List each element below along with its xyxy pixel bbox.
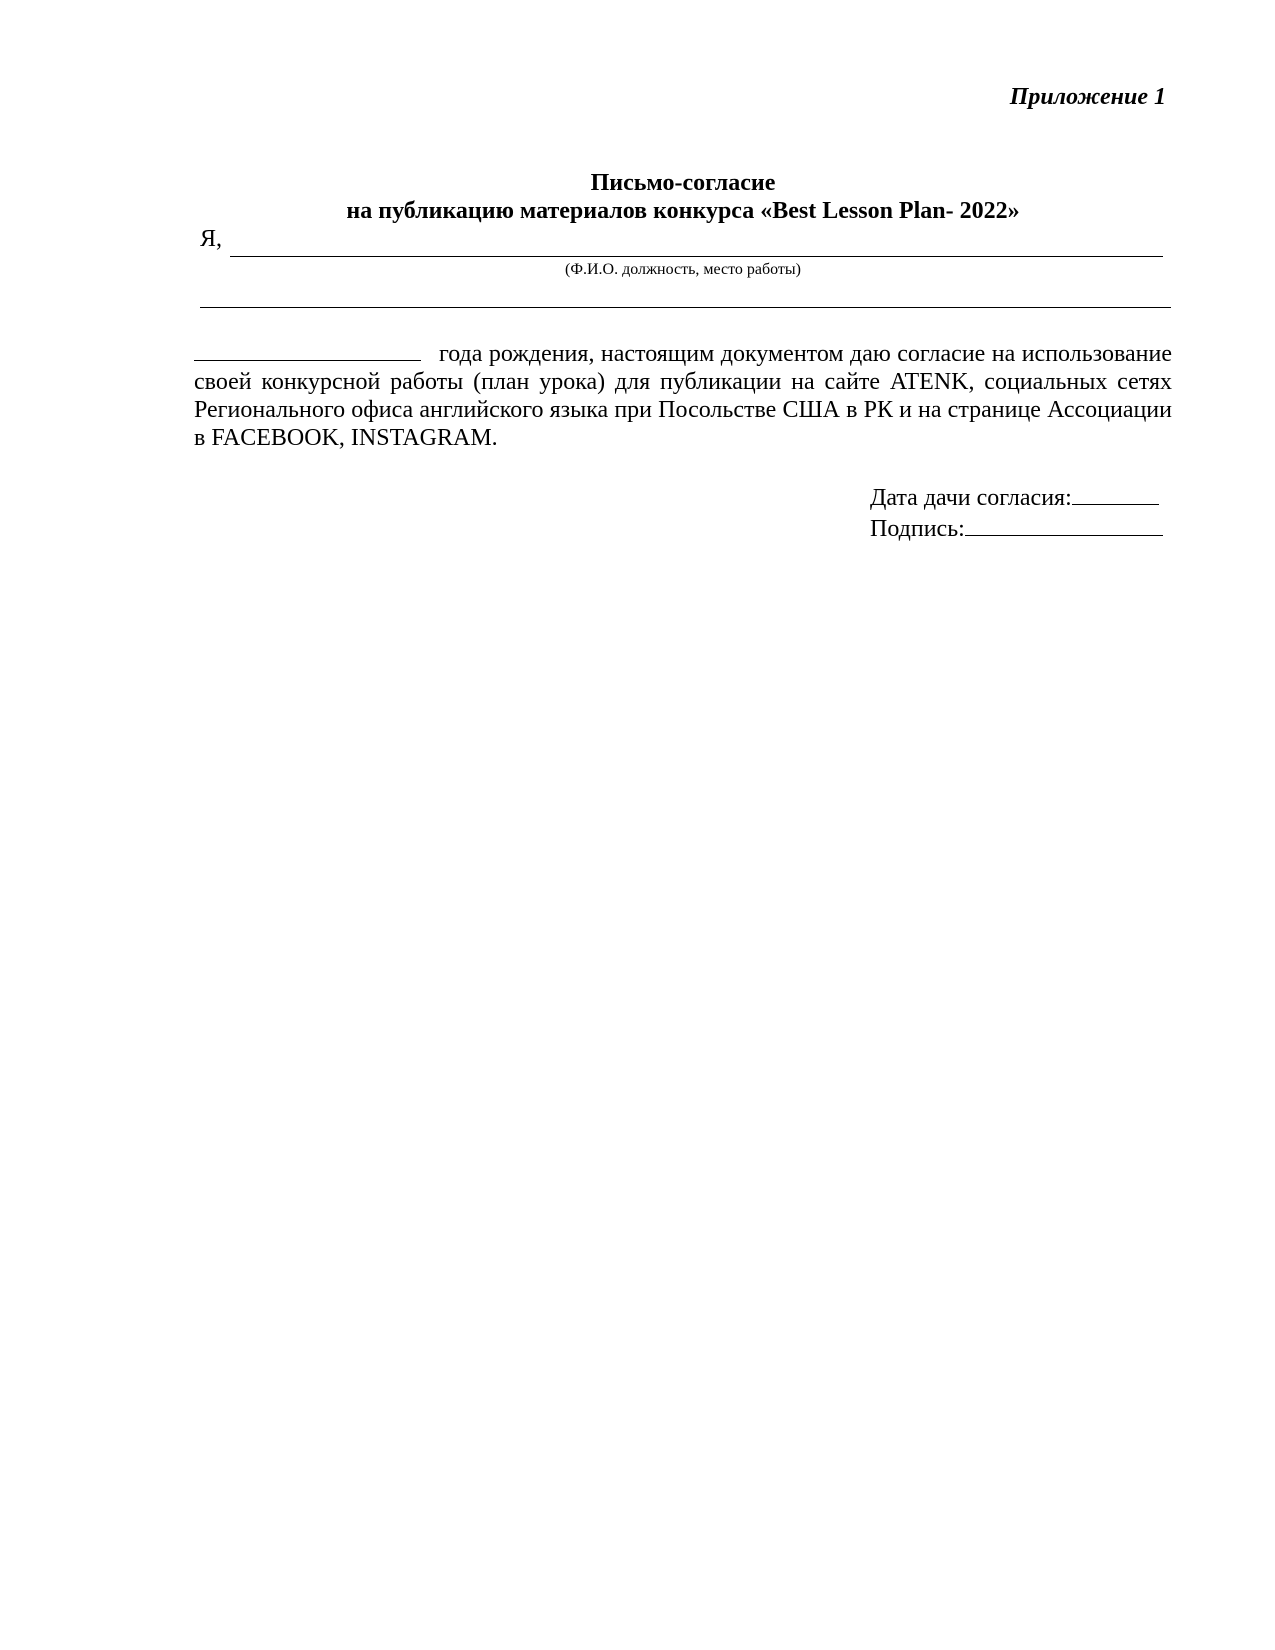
date-blank (1072, 482, 1159, 505)
name-blank-line (230, 256, 1163, 257)
consent-text: года рождения, настоящим документом даю согласие на использование своей конкурсной работы (план урока) для публикации на сайте ATENK, социальных сетях Регионального офиса английского языка при Посольстве США в РК и на странице Ассоциации в FACEBOOK, INSTAGRAM. (194, 341, 1172, 451)
appendix-label: Приложение 1 (1009, 84, 1166, 110)
continuation-blank-line (200, 307, 1171, 308)
signature-blank (965, 513, 1163, 536)
signature-row (870, 513, 1163, 544)
birth-year-blank (194, 340, 421, 361)
consent-paragraph (194, 340, 1172, 452)
name-prefix: Я, (200, 226, 223, 252)
document-title: Письмо-согласие (590, 170, 776, 196)
document-subtitle: на публикацию материалов конкурса «Best Lesson Plan- 2022» (346, 198, 1020, 224)
date-row (870, 482, 1163, 513)
signature-block (870, 482, 1163, 544)
signature-label: Подпись: (870, 516, 965, 542)
date-label: Дата дачи согласия: (870, 485, 1072, 511)
name-field-caption: (Ф.И.О. должность, место работы) (564, 261, 801, 278)
